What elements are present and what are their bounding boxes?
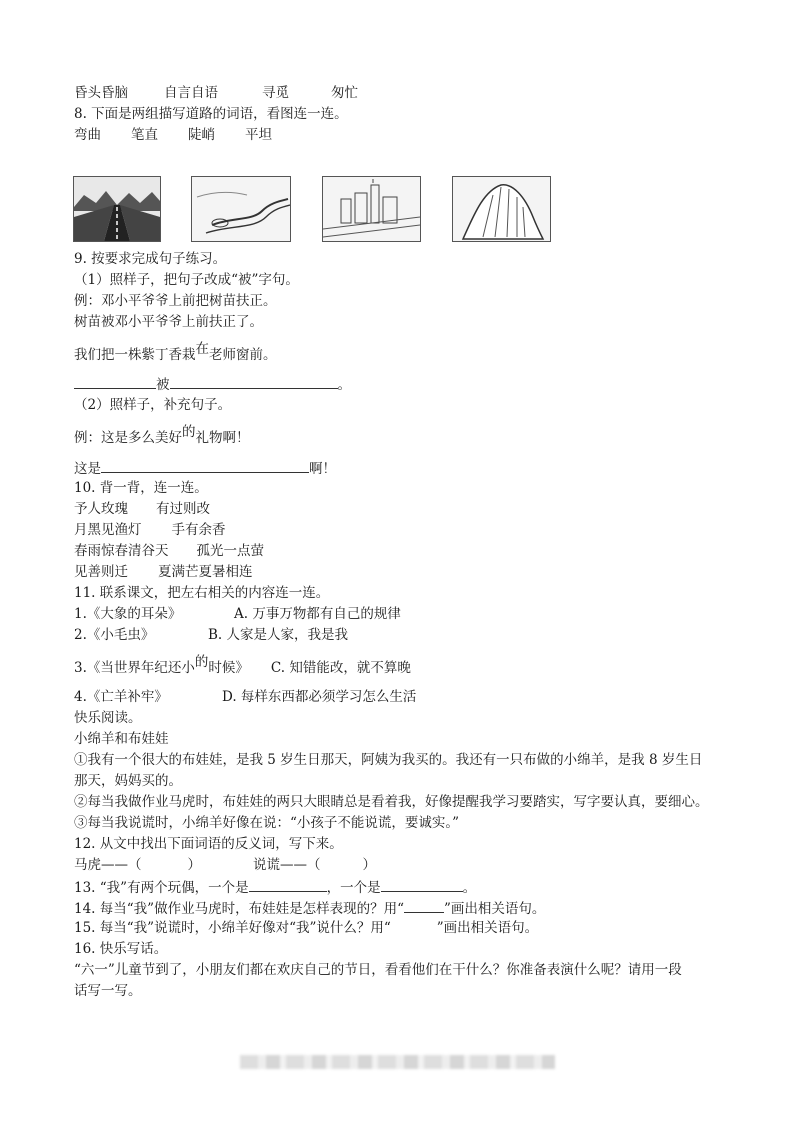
q8-word-4: 平坦 <box>245 127 272 143</box>
q8-prompt: 8. 下面是两组描写道路的词语，看图连一连。 <box>74 106 348 122</box>
q8-word-2: 笔直 <box>131 127 158 143</box>
q16-line-2: 话写一写。 <box>74 983 142 999</box>
answer-blank-5[interactable] <box>381 877 463 892</box>
q10-prompt: 10. 背一背，连一连。 <box>74 480 208 496</box>
reading-paragraph-1b: 那天，妈妈买的。 <box>74 773 182 789</box>
q9-sentence: 我们把一株紫丁香栽在老师窗前。 <box>74 341 277 363</box>
q8-word-1: 弯曲 <box>74 127 101 143</box>
q11-row-4: 4.《亡羊补牢》 D. 每样东西都必须学习怎么生活 <box>74 689 417 705</box>
blurred-footer <box>240 1055 555 1069</box>
steep-mountain-picture <box>452 176 551 242</box>
q11-row-1: 1.《大象的耳朵》 A. 万事万物都有自己的规律 <box>74 606 401 622</box>
underline-sample-1 <box>404 898 444 913</box>
q9-example1: 例：邓小平爷爷上前把树苗扶正。 <box>74 293 277 309</box>
answer-blank-2[interactable] <box>170 374 338 389</box>
q7-word-3: 寻觅 <box>262 85 289 101</box>
q9-fill-line: 这是 啊！ <box>74 458 336 478</box>
q9-part2: （2）照样子，补充句子。 <box>74 397 232 413</box>
q10-row-4: 见善则迁 夏满芒夏暑相连 <box>74 564 253 580</box>
reading-paragraph-2: ②每当我做作业马虎时，布娃娃的两只大眼睛总是看着我，好像提醒我学习要踏实，写字要认真，要细心。 <box>74 794 709 810</box>
q11-prompt: 11. 联系课文，把左右相关的内容连一连。 <box>74 585 330 601</box>
reading-paragraph-1a: ①我有一个很大的布娃娃，是我 5 岁生日那天，阿姨为我买的。我还有一只布做的小绵羊，是我 8 岁生日 <box>74 752 703 768</box>
q8-word-row <box>74 126 272 144</box>
q7-word-2: 自言自语 <box>164 85 218 101</box>
reading-paragraph-3: ③每当我说谎时，小绵羊好像在说：“小孩子不能说谎，要诚实。” <box>74 815 460 831</box>
q7-word-4: 匆忙 <box>331 85 358 101</box>
q10-row-2: 月黑见渔灯 手有余香 <box>74 522 226 538</box>
q9-prompt: 9. 按要求完成句子练习。 <box>74 251 227 267</box>
q11-row-2: 2.《小毛虫》 B. 人家是人家，我是我 <box>74 627 349 643</box>
q16-prompt: 16. 快乐写话。 <box>74 941 168 957</box>
q10-row-3: 春雨惊春清谷天 孤光一点萤 <box>74 543 264 559</box>
q10-row-1: 予人玫瑰 有过则改 <box>74 501 210 517</box>
q9-example2: 例：这是多么美好的礼物啊！ <box>74 424 250 446</box>
answer-blank-3[interactable] <box>101 458 309 473</box>
reading-heading: 快乐阅读。 <box>74 710 142 726</box>
q13: 13. “我”有两个玩偶，一个是 ，一个是 。 <box>74 877 476 897</box>
q11-row-3: 3.《当世界年纪还小的时候》 C. 知错能改，就不算晚 <box>74 654 411 676</box>
q15: 15. 每当“我”说谎时，小绵羊好像对“我”说什么？用“ ”画出相关语句。 <box>74 920 539 936</box>
straight-road-picture <box>73 176 161 242</box>
q8-word-3: 陡峭 <box>188 127 215 143</box>
q9-answer1: 树苗被邓小平爷爷上前扶正了。 <box>74 314 263 330</box>
q12-items: 马虎——（ ） 说谎——（ ） <box>74 857 376 873</box>
q9-blank-line: 被 。 <box>74 374 351 394</box>
answer-blank-4[interactable] <box>249 877 327 892</box>
q14: 14. 每当“我”做作业马虎时，布娃娃是怎样表现的？用“ ”画出相关语句。 <box>74 898 545 918</box>
answer-blank-1[interactable] <box>74 374 156 389</box>
q12-prompt: 12. 从文中找出下面词语的反义词，写下来。 <box>74 836 343 852</box>
q16-line-1: “六一”儿童节到了，小朋友们都在欢庆自己的节日，看看他们在干什么？你准备表演什么呢？请用一段 <box>74 962 682 978</box>
q9-part1: （1）照样子，把句子改成“被”字句。 <box>74 272 299 288</box>
city-road-picture <box>322 176 421 242</box>
q7-word-1: 昏头昏脑 <box>74 85 128 101</box>
winding-road-picture <box>191 176 291 242</box>
q7-word-row <box>74 84 358 102</box>
reading-title: 小绵羊和布娃娃 <box>74 731 169 747</box>
